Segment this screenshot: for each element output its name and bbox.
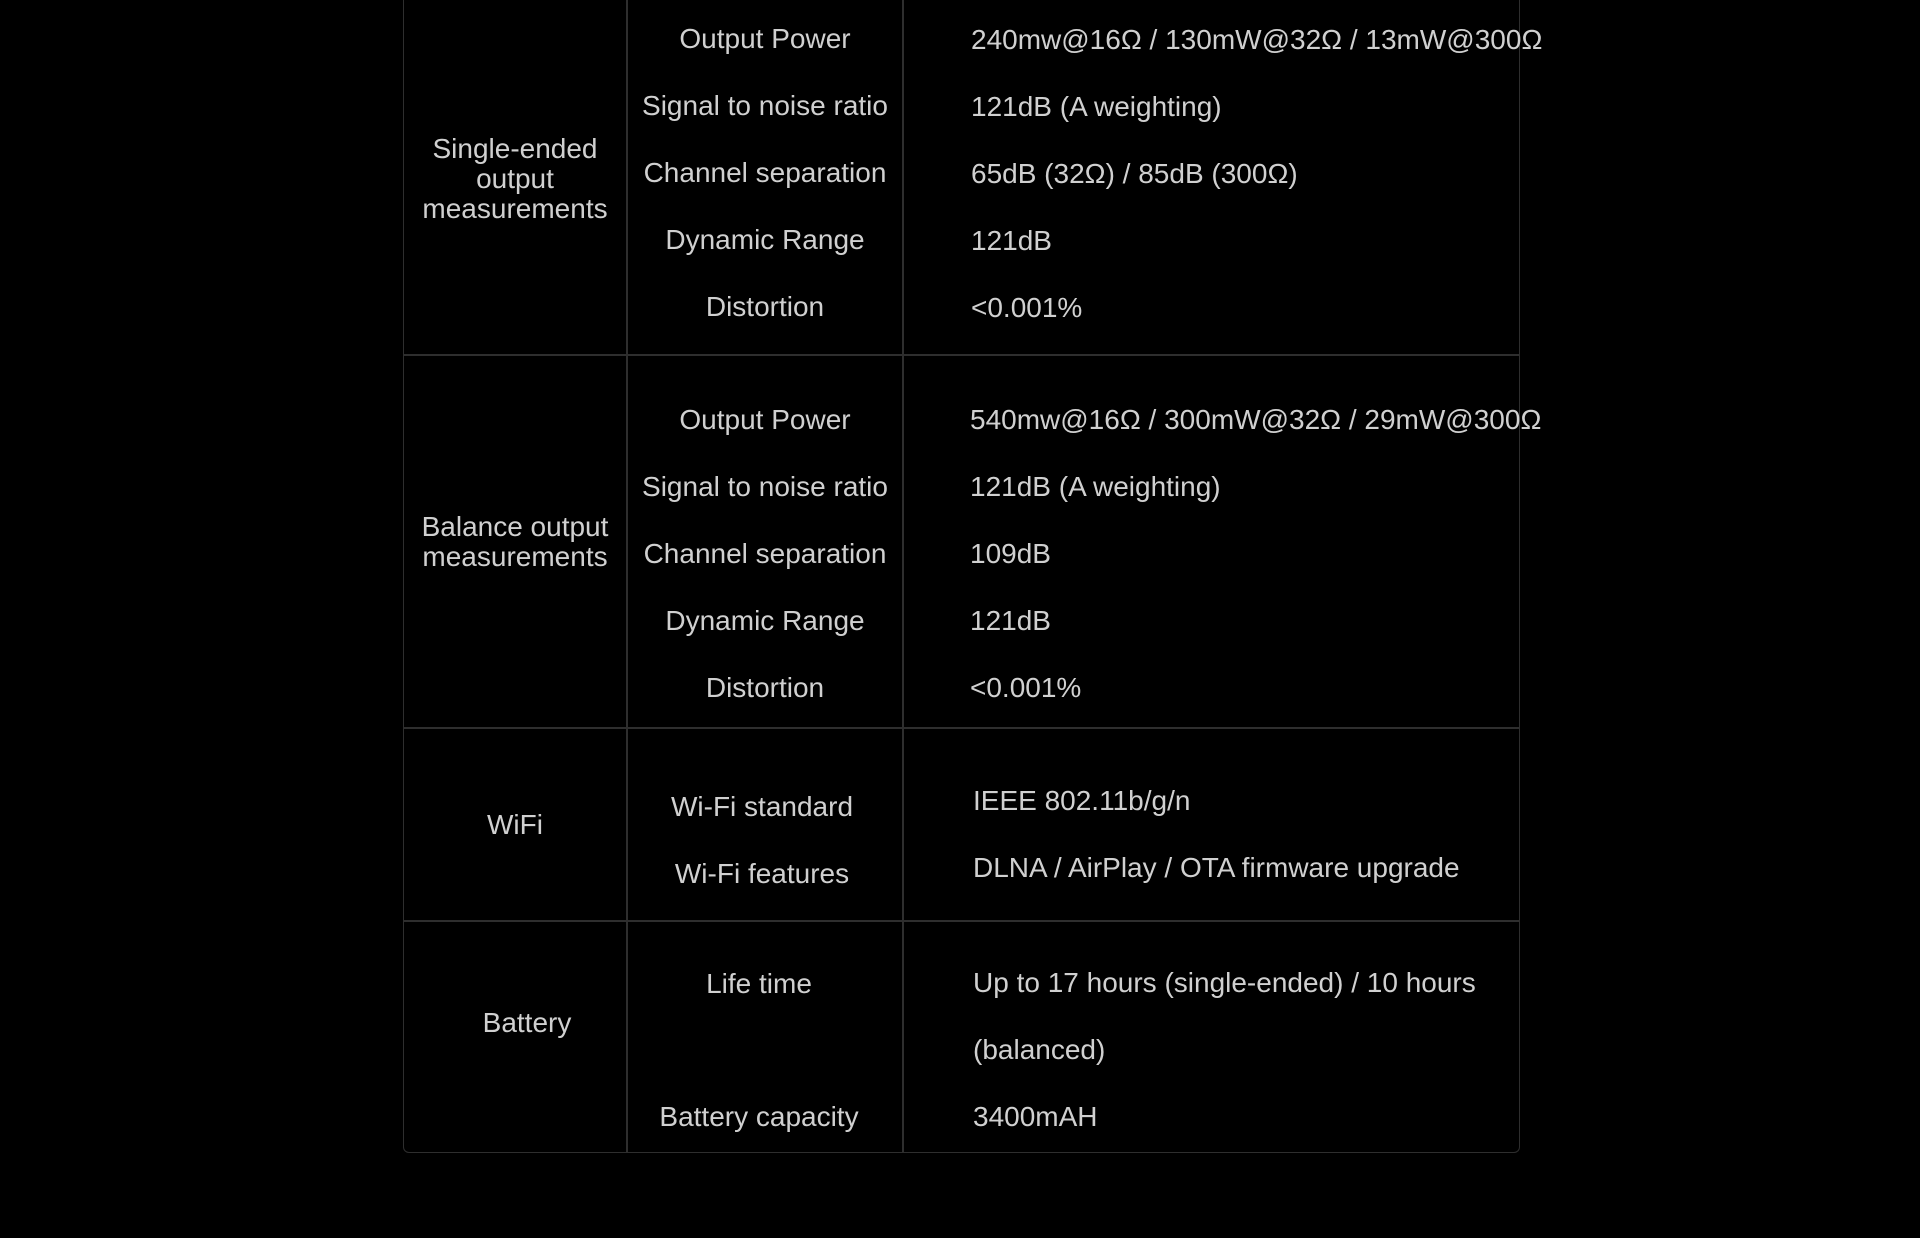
spec-label: Dynamic Range — [665, 224, 865, 255]
spec-label: Signal to noise ratio — [642, 90, 888, 121]
section-wifi — [404, 729, 1519, 921]
spec-label: Dynamic Range — [665, 605, 865, 636]
spec-value: 109dB — [970, 538, 1051, 569]
spec-value: 3400mAH — [973, 1101, 1098, 1132]
spec-value: 240mw@16Ω / 130mW@32Ω / 13mW@300Ω — [971, 24, 1543, 55]
spec-value: <0.001% — [971, 292, 1083, 323]
spec-label: Distortion — [705, 291, 825, 322]
spec-label: Output Power — [679, 404, 851, 435]
spec-label: Output Power — [679, 23, 851, 54]
section-balanced — [404, 356, 1542, 728]
spec-value: 121dB — [971, 225, 1052, 256]
category-label: WiFi — [487, 809, 543, 840]
spec-label: Signal to noise ratio — [642, 471, 888, 502]
section-battery — [404, 922, 1519, 1153]
spec-value: 540mw@16Ω / 300mW@32Ω / 29mW@300Ω — [970, 404, 1542, 435]
spec-label: Wi-Fi standard — [670, 791, 854, 822]
spec-value: DLNA / AirPlay / OTA firmware upgrade — [973, 852, 1460, 883]
spec-value: <0.001% — [970, 672, 1082, 703]
category-label: Balance output measurements — [421, 511, 609, 572]
spec-value: 65dB (32Ω) / 85dB (300Ω) — [971, 158, 1298, 189]
spec-table — [403, 0, 1543, 1153]
spec-value: Up to 17 hours (single-ended) / 10 hours (balanced) — [973, 967, 1476, 1065]
spec-label: Wi-Fi features — [674, 858, 850, 889]
category-label: Battery — [482, 1006, 572, 1038]
spec-value: 121dB (A weighting) — [970, 471, 1221, 502]
spec-label: Life time — [706, 968, 812, 999]
spec-label: Channel separation — [643, 157, 887, 188]
category-label: Single-ended output measurements — [422, 132, 608, 224]
spec-value: IEEE 802.11b/g/n — [973, 785, 1191, 816]
spec-label: Battery capacity — [659, 1101, 859, 1132]
spec-value: 121dB (A weighting) — [971, 91, 1222, 122]
section-single-ended — [404, 0, 1543, 355]
spec-value: 121dB — [970, 605, 1051, 636]
spec-label: Channel separation — [643, 538, 887, 569]
spec-label: Distortion — [705, 672, 825, 703]
